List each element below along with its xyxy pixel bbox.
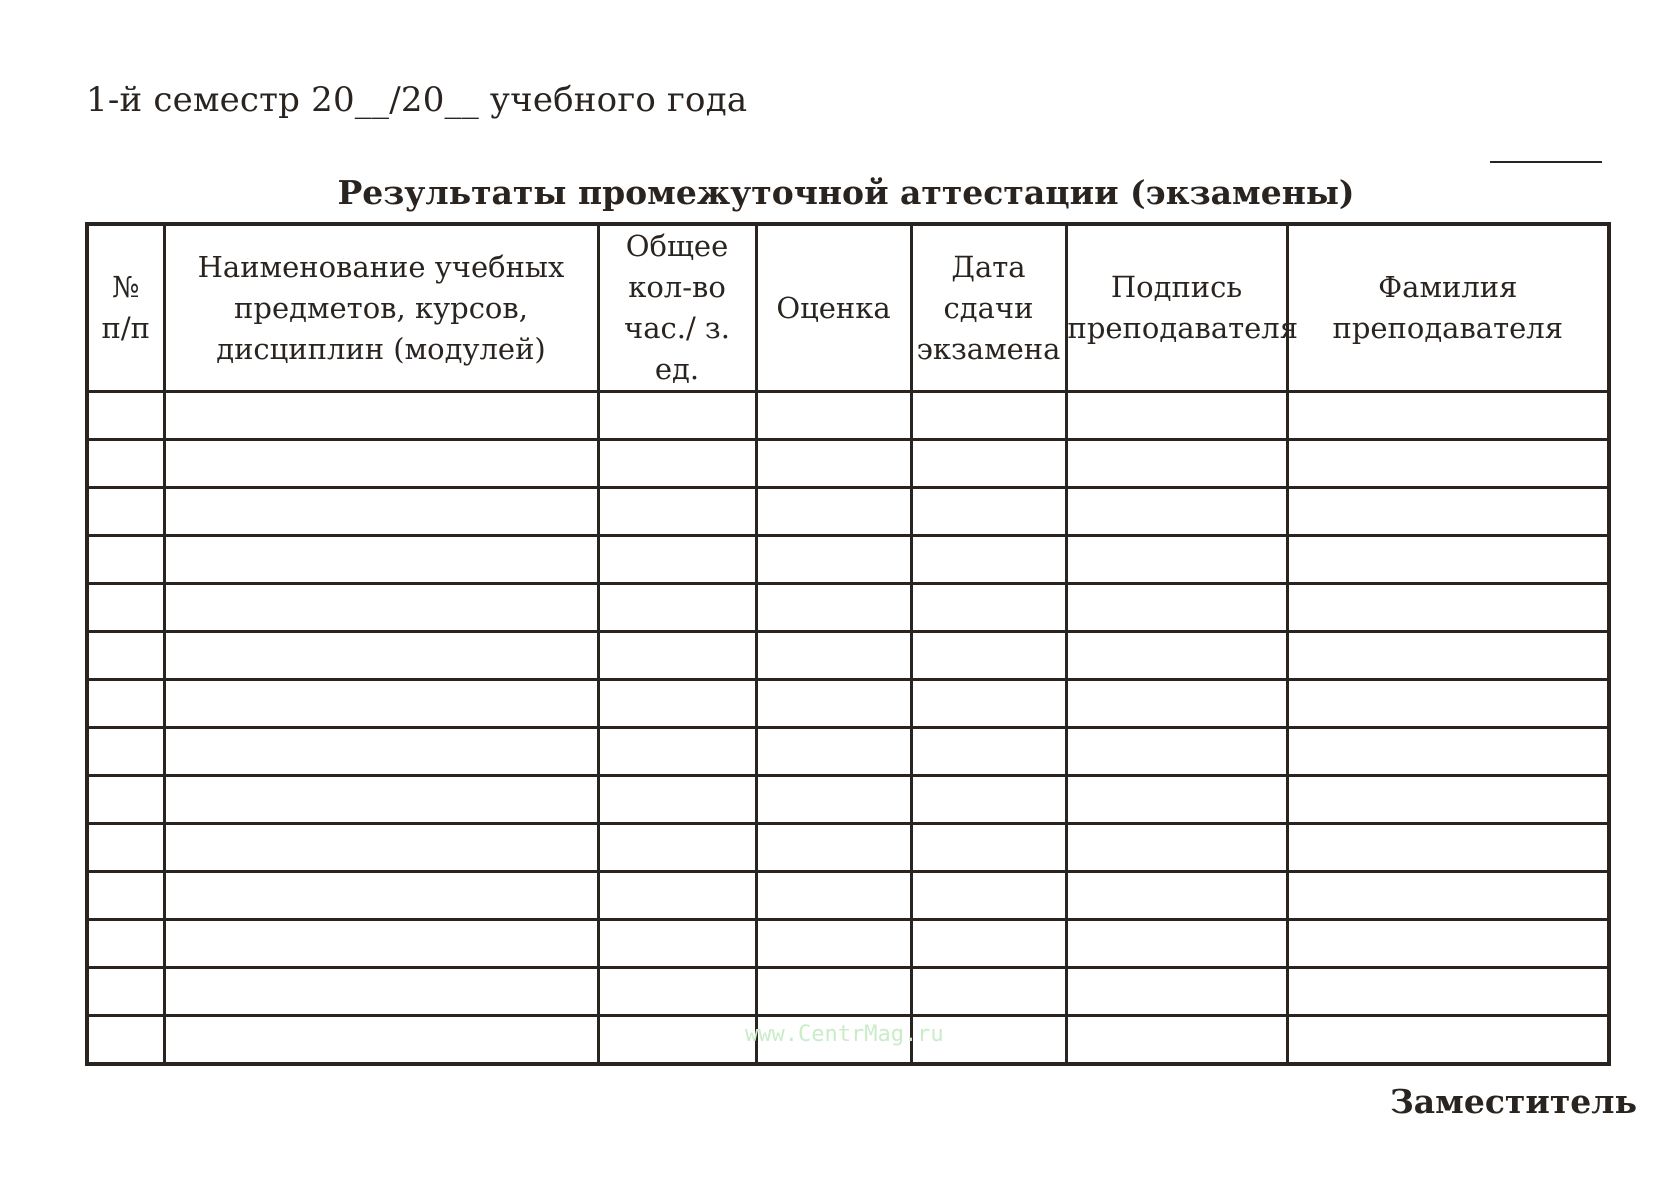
table-cell — [1287, 536, 1609, 584]
table-cell — [1066, 392, 1287, 440]
col-header-teacher-name — [1287, 224, 1609, 392]
col-header-hours-line: час./ з. ед. — [624, 311, 730, 386]
table-row — [87, 392, 1609, 440]
table-cell — [598, 584, 756, 632]
table-cell — [1066, 824, 1287, 872]
col-header-exam-date-line: Дата — [951, 249, 1026, 284]
table-row — [87, 680, 1609, 728]
table-cell — [598, 440, 756, 488]
table-cell — [87, 1016, 164, 1065]
table-cell — [911, 920, 1066, 968]
col-header-number-line: п/п — [101, 311, 150, 345]
table-cell — [756, 584, 911, 632]
table-cell — [598, 632, 756, 680]
watermark: www.CentrMag.ru — [745, 1022, 944, 1047]
table-row — [87, 584, 1609, 632]
table-cell — [598, 536, 756, 584]
table-cell — [164, 440, 598, 488]
table-cell — [87, 632, 164, 680]
table-row — [87, 632, 1609, 680]
col-header-grade — [756, 224, 911, 392]
table-cell — [911, 392, 1066, 440]
table-cell — [1066, 584, 1287, 632]
table-cell — [1066, 1016, 1287, 1065]
table-cell — [598, 1016, 756, 1065]
table-cell — [598, 968, 756, 1016]
table-cell — [1066, 536, 1287, 584]
col-header-exam-date — [911, 224, 1066, 392]
table-cell — [87, 920, 164, 968]
table-cell — [1287, 920, 1609, 968]
table-row — [87, 968, 1609, 1016]
exam-results-table — [85, 222, 1611, 1066]
col-header-hours — [598, 224, 756, 392]
table-cell — [164, 776, 598, 824]
col-header-exam-date-line: сдачи — [943, 290, 1034, 325]
table-cell — [164, 824, 598, 872]
table-cell — [1066, 872, 1287, 920]
table-cell — [1287, 776, 1609, 824]
col-header-exam-date-line: экзамена — [916, 331, 1061, 366]
table-cell — [598, 728, 756, 776]
table-cell — [164, 632, 598, 680]
table-cell — [911, 728, 1066, 776]
table-cell — [87, 728, 164, 776]
table-cell — [598, 680, 756, 728]
col-header-hours-line: Общее — [625, 229, 729, 263]
table-cell — [1287, 392, 1609, 440]
table-cell — [1066, 680, 1287, 728]
table-cell — [1066, 440, 1287, 488]
table-cell — [164, 536, 598, 584]
table-cell — [87, 776, 164, 824]
table-cell — [164, 920, 598, 968]
table-cell — [164, 728, 598, 776]
table-cell — [911, 584, 1066, 632]
table-cell — [87, 824, 164, 872]
table-cell — [164, 872, 598, 920]
table-cell — [756, 728, 911, 776]
table-cell — [1066, 776, 1287, 824]
col-header-subject — [164, 224, 598, 392]
table-cell — [87, 872, 164, 920]
col-header-teacher-name-line: Фамилия — [1378, 270, 1518, 304]
table-cell — [1287, 968, 1609, 1016]
table-cell — [598, 776, 756, 824]
table-header-row — [87, 224, 1609, 392]
table-cell — [911, 536, 1066, 584]
table-row — [87, 920, 1609, 968]
table-cell — [1287, 872, 1609, 920]
table-cell — [164, 392, 598, 440]
col-header-hours-line: кол-во — [628, 270, 726, 304]
table-cell — [1287, 584, 1609, 632]
table-row — [87, 488, 1609, 536]
table-body — [87, 392, 1609, 1065]
col-header-subject-line: дисциплин (модулей) — [216, 331, 546, 366]
table-cell — [87, 392, 164, 440]
table-row — [87, 872, 1609, 920]
blank-line-topright — [1490, 161, 1602, 163]
table-cell — [87, 968, 164, 1016]
table-row — [87, 536, 1609, 584]
table-row — [87, 440, 1609, 488]
col-header-subject-line: Наименование учебных — [197, 249, 565, 284]
table-cell — [87, 584, 164, 632]
table-cell — [911, 824, 1066, 872]
semester-line: 1-й семестр 20__/20__ учебного года — [86, 80, 748, 120]
table-cell — [87, 488, 164, 536]
col-header-teacher-name-line: преподавателя — [1332, 311, 1564, 345]
table-cell — [1066, 920, 1287, 968]
table-cell — [1066, 728, 1287, 776]
table-cell — [756, 968, 911, 1016]
table-cell — [1287, 1016, 1609, 1065]
col-header-signature-line: преподавателя — [1067, 311, 1299, 345]
table-row — [87, 728, 1609, 776]
table-cell — [756, 488, 911, 536]
table-cell — [87, 680, 164, 728]
table-cell — [1066, 488, 1287, 536]
col-header-number-line: № — [112, 270, 140, 304]
table-row — [87, 776, 1609, 824]
table-cell — [1287, 728, 1609, 776]
table-cell — [911, 680, 1066, 728]
deputy-label: Заместитель — [1390, 1082, 1637, 1121]
table-cell — [911, 632, 1066, 680]
table-cell — [1066, 968, 1287, 1016]
table-cell — [598, 920, 756, 968]
col-header-number — [87, 224, 164, 392]
table-cell — [164, 488, 598, 536]
col-header-grade-line: Оценка — [776, 290, 891, 325]
table-cell — [87, 536, 164, 584]
table-cell — [1287, 488, 1609, 536]
table-cell — [911, 872, 1066, 920]
table-cell — [756, 536, 911, 584]
table-cell — [911, 440, 1066, 488]
table-cell — [911, 776, 1066, 824]
page-title: Результаты промежуточной аттестации (экзамены) — [337, 173, 1355, 212]
table-cell — [756, 776, 911, 824]
table-cell — [756, 392, 911, 440]
table-cell — [164, 968, 598, 1016]
col-header-subject-line: предметов, курсов, — [234, 290, 528, 325]
table-cell — [911, 968, 1066, 1016]
col-header-signature — [1066, 224, 1299, 392]
table-cell — [1287, 824, 1609, 872]
table-cell — [164, 680, 598, 728]
table-cell — [1287, 632, 1609, 680]
table-cell — [756, 632, 911, 680]
table-row — [87, 824, 1609, 872]
table-cell — [87, 440, 164, 488]
col-header-signature-line: Подпись — [1110, 270, 1243, 304]
table-cell — [756, 680, 911, 728]
table-cell — [1287, 440, 1609, 488]
table-cell — [598, 872, 756, 920]
table-cell — [911, 488, 1066, 536]
table-cell — [164, 584, 598, 632]
table-cell — [756, 872, 911, 920]
table-cell — [756, 440, 911, 488]
table-cell — [756, 920, 911, 968]
table-cell — [598, 824, 756, 872]
table-cell — [756, 824, 911, 872]
table-cell — [1287, 680, 1609, 728]
table-cell — [598, 392, 756, 440]
table-cell — [164, 1016, 598, 1065]
table-cell — [598, 488, 756, 536]
table-cell — [1066, 632, 1287, 680]
